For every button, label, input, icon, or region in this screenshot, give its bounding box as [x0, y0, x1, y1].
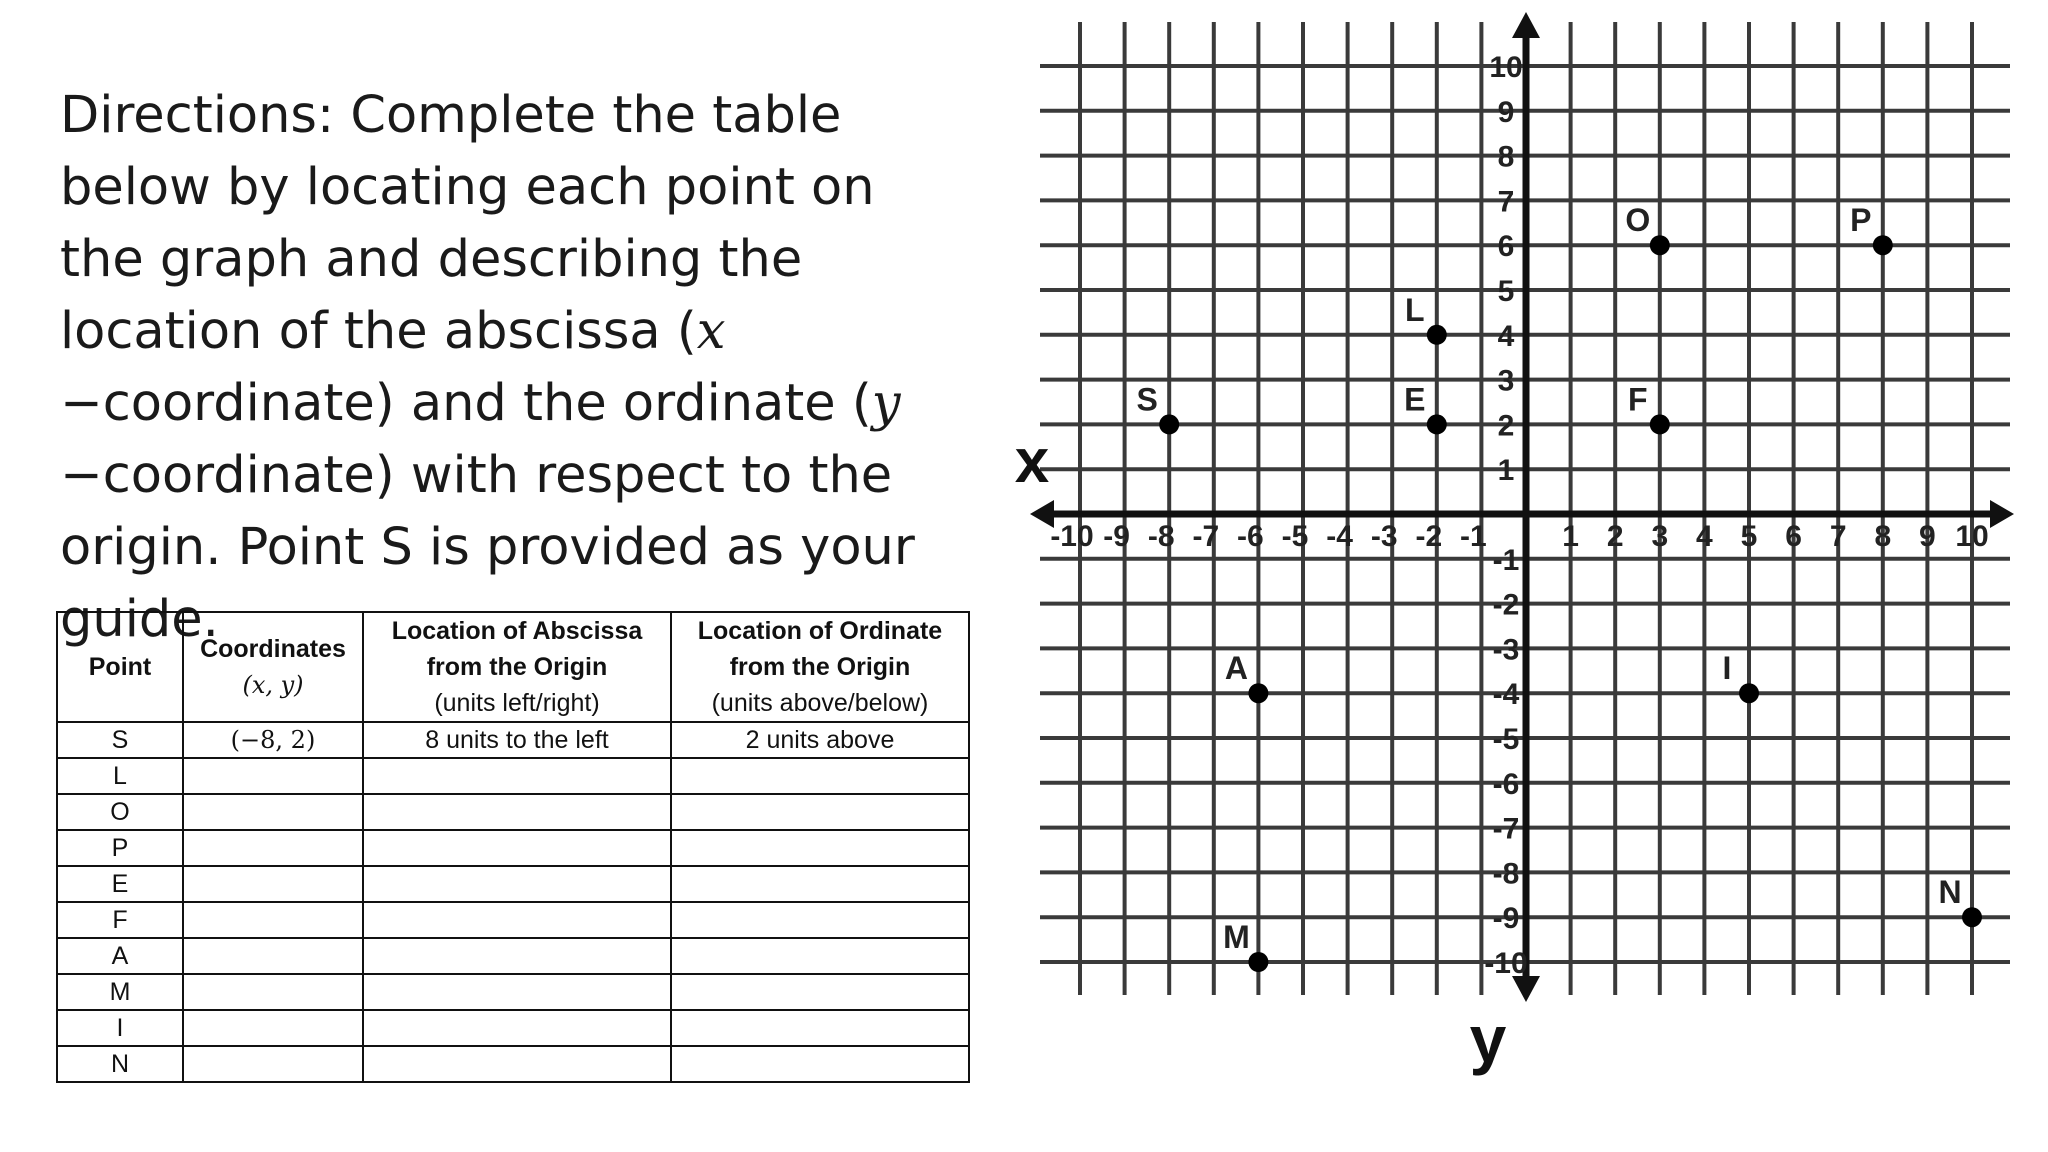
x-tick-label: -2	[1415, 520, 1443, 553]
cell-point: P	[57, 830, 183, 866]
x-tick-label: 4	[1696, 520, 1713, 553]
y-tick-label: 1	[1497, 454, 1515, 488]
y-tick-label: 8	[1497, 140, 1515, 174]
cell-coordinates[interactable]	[183, 794, 363, 830]
point-n-label: N	[1938, 874, 1962, 911]
y-tick-label: -6	[1492, 767, 1520, 801]
cell-point: S	[57, 722, 183, 758]
cell-abscissa[interactable]	[363, 830, 671, 866]
y-tick-label: -5	[1492, 723, 1520, 756]
cell-point: I	[57, 1010, 183, 1046]
header-ordinate-sub: (units above/below)	[711, 689, 929, 717]
point-s-marker	[1159, 414, 1179, 434]
point-m-label: M	[1223, 919, 1250, 955]
cell-abscissa[interactable]	[363, 1046, 671, 1082]
x-tick-label: 5	[1740, 520, 1758, 553]
header-coordinates-sub: (x, y)	[242, 671, 304, 699]
cell-point: A	[57, 938, 183, 974]
point-n-marker	[1962, 907, 1982, 927]
cell-abscissa[interactable]	[363, 866, 671, 902]
point-i-marker	[1739, 683, 1759, 703]
point-l-label: L	[1405, 291, 1425, 328]
x-tick-label: 10	[1955, 520, 1989, 553]
cell-coordinates[interactable]: (−8, 2)	[183, 722, 363, 758]
directions-part2: −coordinate) and the ordinate (	[60, 374, 872, 433]
y-tick-label: 7	[1497, 185, 1515, 219]
cell-coordinates[interactable]	[183, 1010, 363, 1046]
y-tick-label: -2	[1492, 588, 1520, 622]
cell-ordinate[interactable]	[671, 938, 969, 974]
y-tick-label: -9	[1492, 902, 1520, 936]
cell-point: F	[57, 902, 183, 938]
point-p-label: P	[1850, 202, 1872, 239]
cell-ordinate[interactable]	[671, 974, 969, 1010]
cell-abscissa[interactable]	[363, 938, 671, 974]
point-o-marker	[1650, 235, 1670, 255]
x-axis-label: x	[1014, 427, 1050, 496]
y-tick-label: -1	[1492, 543, 1520, 577]
point-e-label: E	[1404, 381, 1426, 418]
point-a-label: A	[1224, 650, 1248, 687]
x-tick-label: -4	[1326, 520, 1353, 553]
x-tick-label: 8	[1874, 520, 1892, 553]
cell-coordinates[interactable]	[183, 830, 363, 866]
cell-point: M	[57, 974, 183, 1010]
cell-point: O	[57, 794, 183, 830]
table-row	[57, 1046, 969, 1082]
y-axis-arrow-up-icon	[1512, 12, 1540, 38]
x-tick-label: 7	[1829, 520, 1847, 553]
point-p-marker	[1873, 235, 1893, 255]
table-row	[57, 794, 969, 830]
header-ordinate: Location of Ordinate from the Origin (units above/below)	[671, 612, 969, 722]
cell-ordinate[interactable]	[671, 758, 969, 794]
directions-part3: −coordinate) with respect to the origin. Point S is provided as your guide.	[60, 446, 915, 649]
table-row	[57, 758, 969, 794]
y-axis-label: y	[1469, 1002, 1507, 1076]
x-tick-label: -7	[1192, 520, 1220, 553]
cell-abscissa[interactable]	[363, 794, 671, 830]
x-tick-label: -3	[1370, 520, 1398, 553]
y-tick-label: -7	[1492, 812, 1520, 846]
cell-coordinates[interactable]	[183, 938, 363, 974]
y-tick-label: -3	[1492, 633, 1520, 667]
cell-ordinate[interactable]	[671, 830, 969, 866]
x-tick-label: -1	[1460, 520, 1487, 553]
y-tick-label: 2	[1497, 409, 1515, 443]
point-e-marker	[1427, 414, 1447, 434]
x-tick-label: 6	[1785, 520, 1802, 553]
header-coordinates: Coordinates (x, y)	[183, 612, 363, 722]
table-row	[57, 974, 969, 1010]
directions-part1: Directions: Complete the table below by locating each point on the graph and describing the location of the abscissa (	[60, 86, 875, 361]
cell-coordinates[interactable]	[183, 866, 363, 902]
cell-coordinates[interactable]	[183, 1046, 363, 1082]
cell-ordinate[interactable]: 2 units above	[671, 722, 969, 758]
x-tick-label: -9	[1103, 520, 1130, 553]
cell-coordinates[interactable]	[183, 974, 363, 1010]
cell-abscissa[interactable]	[363, 974, 671, 1010]
header-abscissa-sub: (units left/right)	[434, 689, 600, 717]
point-o-label: O	[1625, 202, 1651, 239]
x-tick-label: 9	[1919, 520, 1936, 553]
y-tick-label: -10	[1484, 947, 1528, 980]
cell-ordinate[interactable]	[671, 1046, 969, 1082]
x-tick-label: 1	[1562, 520, 1579, 553]
point-i-label: I	[1722, 650, 1732, 687]
point-f-marker	[1650, 414, 1670, 434]
x-tick-label: -8	[1147, 520, 1175, 553]
y-variable: y	[871, 374, 901, 433]
table-row	[57, 722, 969, 758]
header-abscissa: Location of Abscissa from the Origin (units left/right)	[363, 612, 671, 722]
cell-coordinates[interactable]	[183, 902, 363, 938]
y-tick-label: 5	[1497, 275, 1515, 308]
point-f-label: F	[1628, 381, 1648, 418]
table-row	[57, 902, 969, 938]
directions-text	[60, 80, 960, 656]
cell-abscissa[interactable]	[363, 902, 671, 938]
cell-ordinate[interactable]	[671, 902, 969, 938]
cell-ordinate[interactable]	[671, 866, 969, 902]
cell-point: L	[57, 758, 183, 794]
point-s-label: S	[1136, 381, 1158, 418]
cell-ordinate[interactable]	[671, 794, 969, 830]
table-row	[57, 938, 969, 974]
y-tick-label: 10	[1489, 51, 1523, 84]
table-row	[57, 830, 969, 866]
cell-point: E	[57, 866, 183, 902]
y-tick-label: 9	[1497, 95, 1515, 129]
cell-abscissa[interactable]	[363, 1010, 671, 1046]
table-row	[57, 1010, 969, 1046]
cell-ordinate[interactable]	[671, 1010, 969, 1046]
y-tick-label: 3	[1497, 364, 1515, 398]
table-header-row	[57, 612, 969, 722]
y-tick-label: -8	[1492, 857, 1520, 891]
y-tick-label: -4	[1492, 678, 1520, 712]
coordinates-table	[56, 611, 970, 1083]
coordinate-plane	[1012, 0, 2048, 1100]
point-l-marker	[1427, 325, 1447, 345]
x-tick-label: -5	[1281, 520, 1309, 553]
x-tick-label: 2	[1606, 520, 1624, 553]
cell-abscissa[interactable]	[363, 758, 671, 794]
cell-coordinates[interactable]	[183, 758, 363, 794]
cell-point: N	[57, 1046, 183, 1082]
x-tick-label: 3	[1651, 520, 1669, 553]
y-tick-label: 6	[1497, 230, 1515, 264]
x-tick-label: -6	[1237, 520, 1264, 553]
point-m-marker	[1248, 952, 1268, 972]
x-axis-arrow-right-icon	[1990, 500, 2014, 528]
point-a-marker	[1248, 683, 1268, 703]
x-tick-label: -10	[1050, 520, 1094, 553]
header-point: Point	[57, 612, 183, 722]
table-row	[57, 866, 969, 902]
cell-abscissa[interactable]: 8 units to the left	[363, 722, 671, 758]
y-tick-label: 4	[1497, 319, 1515, 353]
x-variable: x	[696, 302, 726, 361]
